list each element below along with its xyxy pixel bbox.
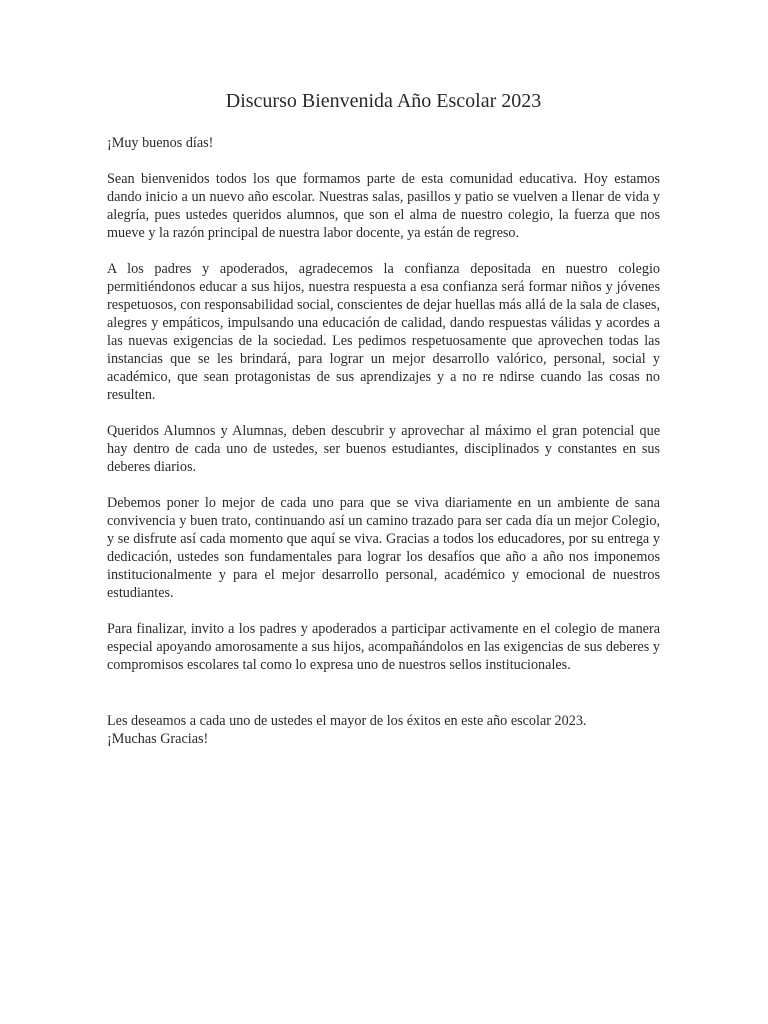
paragraph-educators: Debemos poner lo mejor de cada uno para que se viva diariamente en un ambiente de sana convivencia y buen trato, continuando así un camino trazado para ser cada día un mejor Colegio, y se disfrute así cada momento que aquí se viva. Gracias a todos los educadores, por su entrega y dedicación, ustedes son fundamentales para lograr los desafíos que año a año nos imponemos institucionalmente y para el mejor desarrollo personal, académico y emocional de nuestros estudiantes. <box>107 495 660 601</box>
closing-thanks: ¡Muchas Gracias! <box>107 731 209 747</box>
paragraph-parents: A los padres y apoderados, agradecemos la confianza depositada en nuestro colegio permitiéndonos educar a sus hijos, nuestra respuesta a esa confianza será formar niños y jóvenes respetuosos, con responsabilidad social, conscientes de dejar huellas más allá de la sala de clases, alegres y empáticos, impulsando una educación de calidad, dando respuestas válidas y acordes a las nuevas exigencias de la sociedad. Les pedimos respetuosamente que aprovechen todas las instancias que se les brindará, para lograr un mejor desarrollo valórico, personal, social y académico, que sean protagonistas de sus aprendizajes y a no re ndirse cuando las cosas no resulten. <box>107 261 660 403</box>
closing-wishes: Les deseamos a cada uno de ustedes el mayor de los éxitos en este año escolar 2023. <box>107 713 587 729</box>
greeting: ¡Muy buenos días! <box>107 135 214 151</box>
closing-block <box>107 712 660 748</box>
paragraph-welcome: Sean bienvenidos todos los que formamos parte de esta comunidad educativa. Hoy estamos dando inicio a un nuevo año escolar. Nuestras salas, pasillos y patio se vuelven a llenar de vida y alegría, pues ustedes queridos alumnos, que son el alma de nuestro colegio, la fuerza que nos mueve y la razón principal de nuestra labor docente, ya están de regreso. <box>107 171 660 241</box>
paragraph-students: Queridos Alumnos y Alumnas, deben descubrir y aprovechar al máximo el gran potencial que hay dentro de cada uno de ustedes, ser buenos estudiantes, disciplinados y constantes en sus deberes diarios. <box>107 423 660 475</box>
paragraph-conclusion: Para finalizar, invito a los padres y apoderados a participar activamente en el colegio de manera especial apoyando amorosamente a sus hijos, acompañándolos en las exigencias de sus deberes y compromisos escolares tal como lo expresa uno de nuestros sellos institucionales. <box>107 621 660 673</box>
document-title: Discurso Bienvenida Año Escolar 2023 <box>225 90 542 112</box>
